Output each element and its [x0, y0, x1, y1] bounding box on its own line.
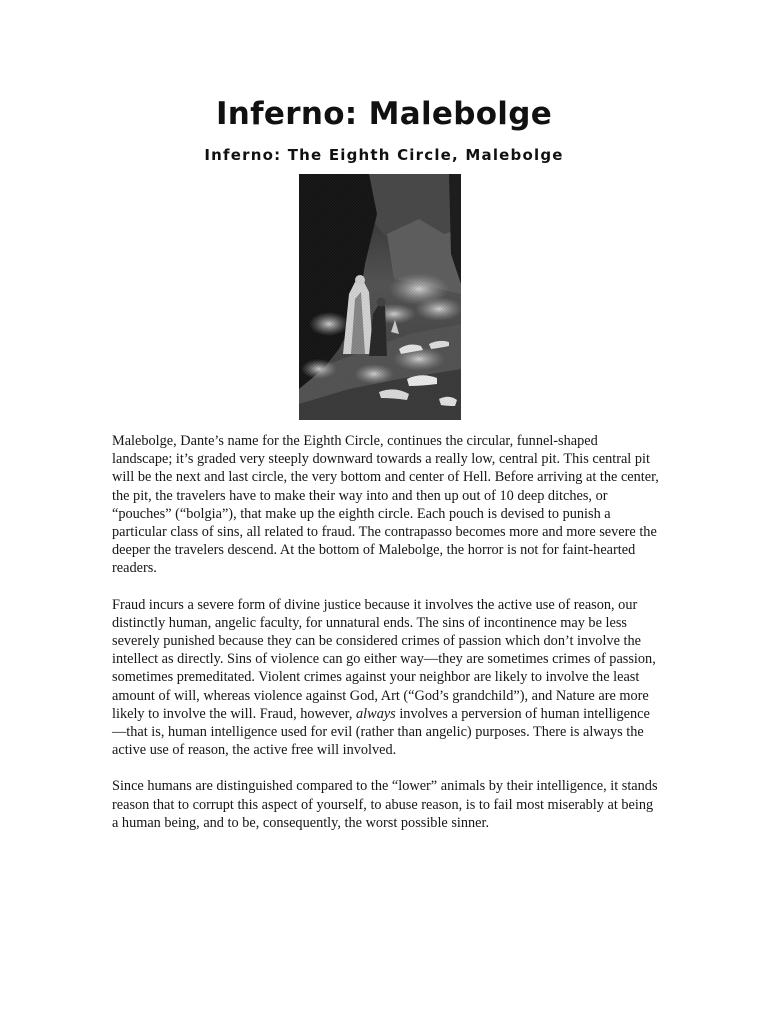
paragraph-1: [112, 432, 660, 578]
paragraph-2: [112, 596, 660, 760]
paragraph-2-text-end: involves a perversion of human intelligence—that is, human intelligence used for evil (rather than angelic) purposes. There is always the active use of reason, the active free will involved.: [112, 705, 650, 759]
engraving-illustration: [299, 174, 461, 420]
paragraph-2-text-start: Fraud incurs a severe form of divine justice because it involves the active use of reason, our distinctly human, angelic faculty, for unnatural ends. The sins of incontinence may be less severely punished because they can be considered crimes of passion which don’t involve the intellect as directly. Sins of violence can go either way—they are sometimes crimes of passion, sometimes premeditated. Violent crimes against your neighbor are likely to involve the least amount of will, whereas violence against God, Art (“God’s grandchild”), and Nature are more likely to involve the will. Fraud, however,: [112, 596, 656, 722]
emphasis-always: always: [356, 705, 396, 722]
page-subtitle: Inferno: The Eighth Circle, Malebolge: [204, 146, 564, 164]
paragraph-3-text: Since humans are distinguished compared to the “lower” animals by their intelligence, it stands reason that to corrupt this aspect of yourself, to abuse reason, is to fail most miserably at being a human being, and to be, consequently, the worst possible sinner.: [112, 778, 658, 831]
paragraph-3: [112, 777, 660, 832]
body-text: [112, 432, 660, 850]
engraving-icon: [299, 174, 461, 420]
page-title: Inferno: Malebolge: [215, 96, 553, 132]
paragraph-1-text: Malebolge, Dante’s name for the Eighth Circle, continues the circular, funnel-shaped landscape; it’s graded very steeply downward towards a really low, central pit. This central pit will be the next and last circle, the very bottom and center of Hell. Before arriving at the center, the pit, the travelers have to make their way into and then up out of 10 deep ditches, or “pouches” (“bolgia”), that make up the eighth circle. Each pouch is devised to punish a particular class of sins, all related to fraud. The contrapasso becomes more and more severe the deeper the travelers descend. At the bottom of Malebolge, the horror is not for faint-hearted readers.: [112, 433, 659, 577]
